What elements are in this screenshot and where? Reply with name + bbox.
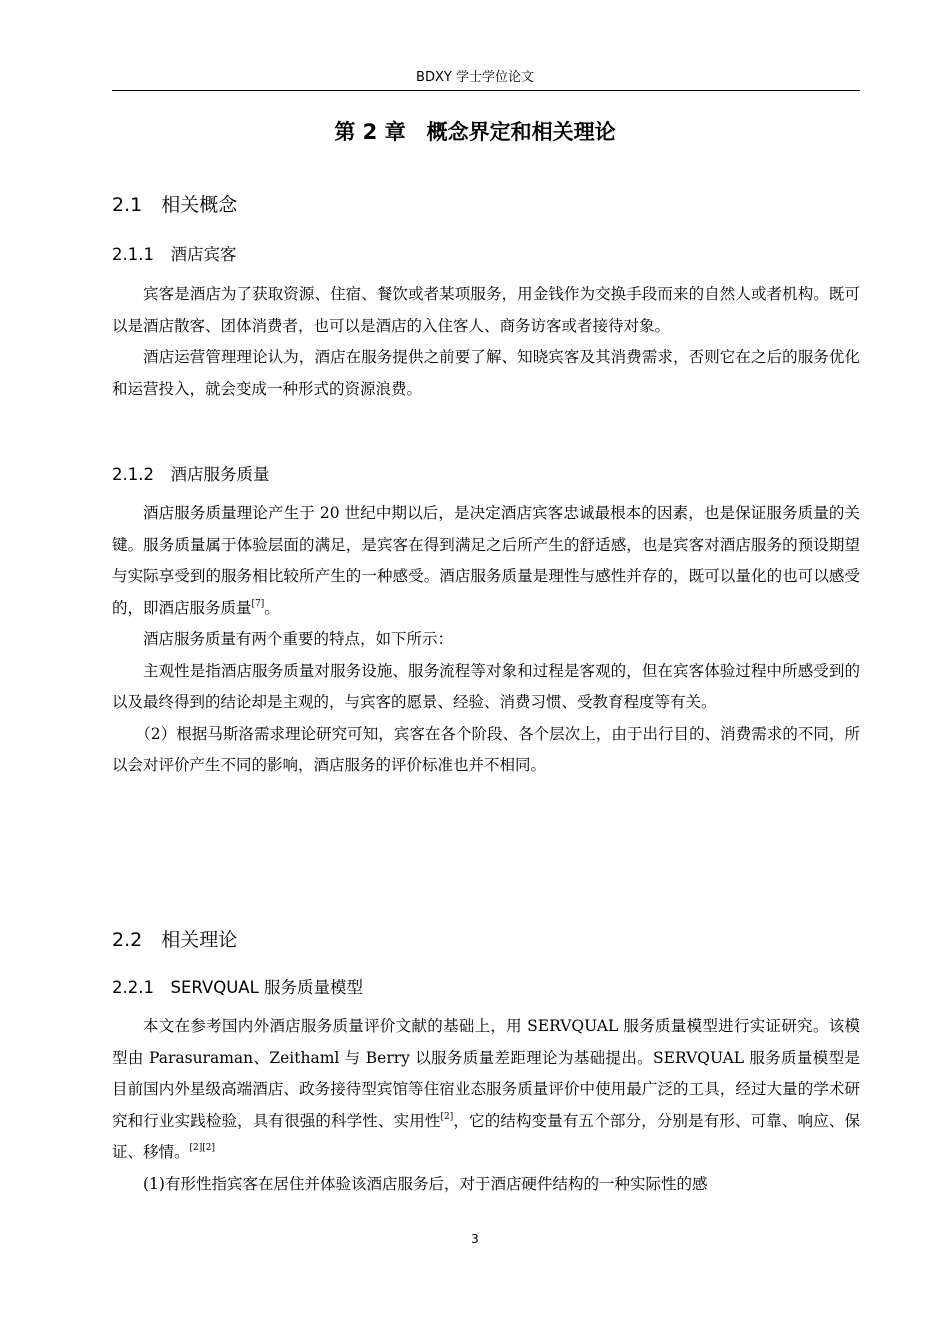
section-2-2-1-body: [112, 1011, 860, 1200]
citation: [2][2]: [189, 1143, 216, 1153]
paragraph: 酒店服务质量有两个重要的特点，如下所示：: [143, 630, 454, 648]
section-2-1-1-heading: 2.1.1 酒店宾客: [112, 245, 237, 264]
header-rule: [112, 90, 860, 91]
section-2-1-1-body: [112, 279, 860, 405]
section-2-1-heading: 2.1 相关概念: [112, 194, 238, 216]
paragraph: 主观性是指酒店服务质量对服务设施、服务流程等对象和过程是客观的，但在宾客体验过程中所感受到的以及最终得到的结论却是主观的，与宾客的愿景、经验、消费习惯、受教育程度等有关。: [112, 661, 860, 711]
paragraph-end: 。: [264, 598, 280, 617]
paragraph: 酒店运营管理理论认为，酒店在服务提供之前要了解、知晓宾客及其消费需求，否则它在之后的服务优化和运营投入，就会变成一种形式的资源浪费。: [112, 348, 860, 398]
section-2-1-2-body: [112, 498, 860, 782]
paragraph-text: 本文在参考国内外酒店服务质量评价文献的基础上，用 SERVQUAL 服务质量模型进行实证研究。该模型由 Parasuraman、Zeithaml 与 Berry 以服务质量差距理论为基础提出。SERVQUAL 服务质量模型是目前国内外星级高端酒店、政务接待型宾馆等住宿业态服务质量评价中使用最广泛的工具，经过大量的学术研究和行业实践检验，具有很强的科学性、实用性: [112, 1017, 860, 1130]
paragraph-text: 酒店服务质量理论产生于 20 世纪中期以后，是决定酒店宾客忠诚最根本的因素，也是保证服务质量的关键。服务质量属于体验层面的满足，是宾客在得到满足之后所产生的舒适感，也是宾客对酒店服务的预设期望与实际享受到的服务相比较所产生的一种感受。酒店服务质量是理性与感性并存的，既可以量化的也可以感受的，即酒店服务质量: [112, 504, 860, 617]
chapter-title: 第 2 章 概念界定和相关理论: [334, 120, 616, 144]
paragraph: [112, 498, 860, 624]
section-2-2-heading: 2.2 相关理论: [112, 929, 238, 951]
paragraph: [112, 1011, 860, 1169]
paragraph: (1)有形性指宾客在居住并体验该酒店服务后，对于酒店硬件结构的一种实际性的感: [143, 1174, 708, 1193]
citation: [7]: [251, 598, 265, 609]
paragraph: （2）根据马斯洛需求理论研究可知，宾客在各个阶段、各个层次上，由于出行目的、消费需求的不同，所以会对评价产生不同的影响，酒店服务的评价标准也并不相同。: [112, 724, 860, 774]
running-header: BDXY 学士学位论文: [416, 70, 534, 85]
paragraph-text: ，它的结构变量有五个部分，分别是有形、可靠、响应、保证、移情。: [112, 1111, 860, 1161]
page-number: 3: [471, 1232, 479, 1246]
section-2-2-1-heading: 2.2.1 SERVQUAL 服务质量模型: [112, 978, 364, 997]
section-2-1-2-heading: 2.1.2 酒店服务质量: [112, 465, 270, 484]
paragraph: 宾客是酒店为了获取资源、住宿、餐饮或者某项服务，用金钱作为交换手段而来的自然人或者机构。既可以是酒店散客、团体消费者，也可以是酒店的入住客人、商务访客或者接待对象。: [112, 285, 860, 335]
citation: [2]: [440, 1111, 454, 1122]
